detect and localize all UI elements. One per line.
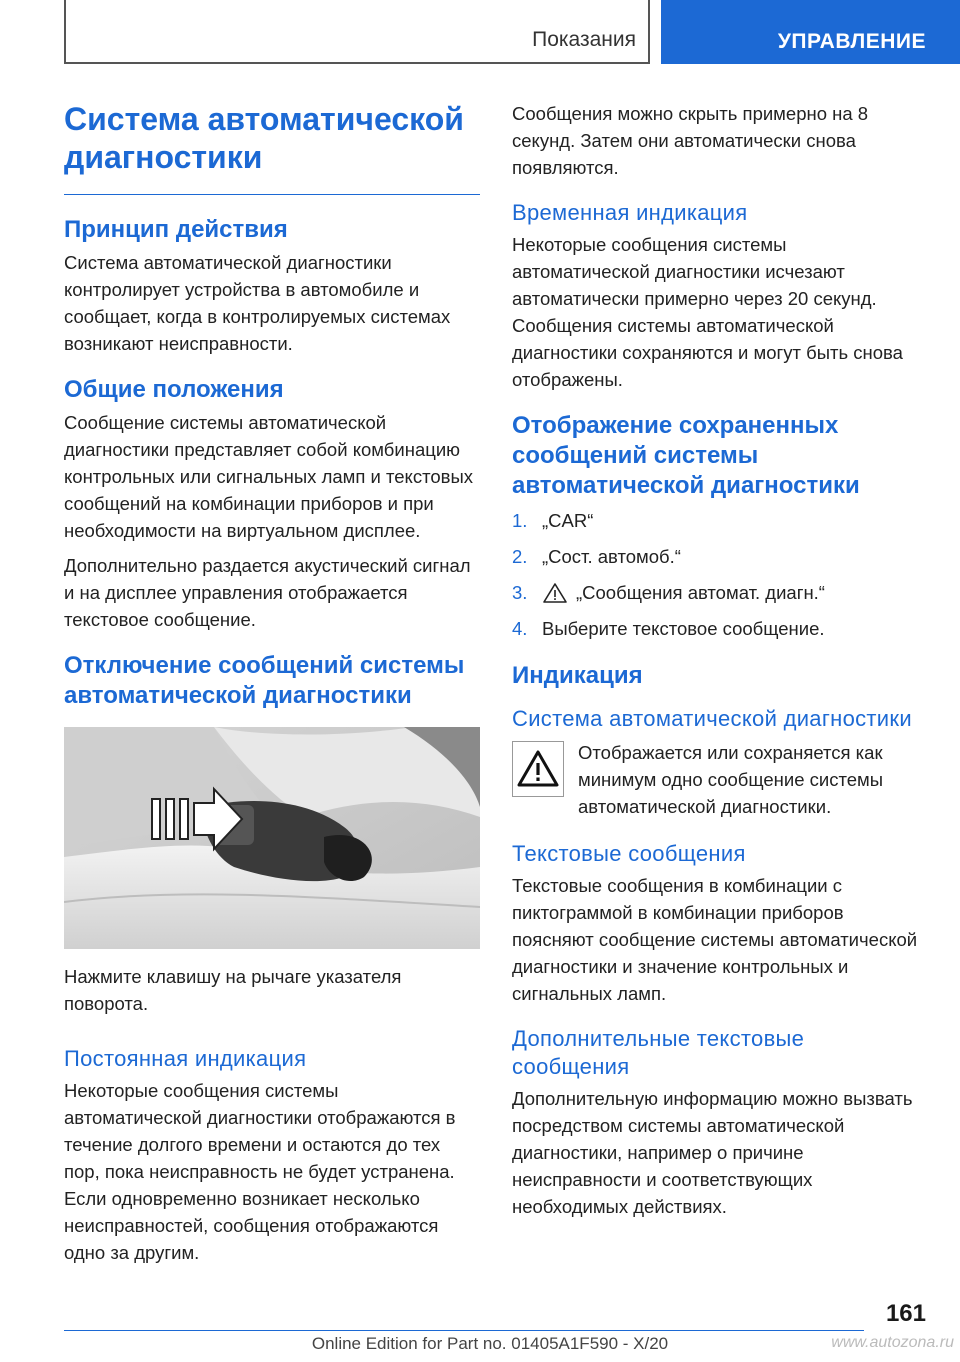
warning-triangle-icon	[512, 741, 564, 797]
turn-signal-lever-illustration	[64, 727, 480, 949]
general-text-1: Сообщение системы автоматической диагностики представляет собой комбинацию контрольных или сигнальных ламп и текстовых сообщений на комбинации приборов и при необходимости на виртуальном дисплее.	[64, 412, 474, 541]
warning-triangle-icon	[542, 582, 572, 604]
additional-heading: Дополнительные текстовые сообщения	[512, 1026, 805, 1079]
step-number: 2.	[512, 546, 528, 567]
permanent-heading: Постоянная индикация	[64, 1046, 307, 1071]
right-column	[512, 100, 928, 1228]
page-title: Система автоматической диагностики	[64, 100, 480, 195]
header-section-box	[64, 0, 650, 64]
system-text: Отображается или сохраняется как минимум одно сообщение системы автоматической диагностики.	[578, 742, 884, 817]
turn-signal-lever-photo	[64, 727, 480, 949]
step-text: „Сообщения автомат. диагн.“	[576, 582, 825, 603]
step-text: „Сост. автомоб.“	[542, 546, 681, 567]
footer-divider	[64, 1330, 864, 1331]
header-chapter-label: УПРАВЛЕНИЕ	[777, 30, 926, 53]
disable-heading: Отключение сообщений системы автоматической диагностики	[64, 652, 465, 709]
principle-text: Система автоматической диагностики контролирует устройства в автомобиле и сообщает, когда в контролируемых системах возникают неисправности.	[64, 252, 451, 354]
general-text-2: Дополнительно раздается акустический сигнал и на дисплее управления отображается текстовое сообщение.	[64, 555, 471, 630]
step-number: 1.	[512, 510, 528, 531]
edition-text: Online Edition for Part no. 01405A1F590 - X/20	[311, 1334, 669, 1353]
general-heading: Общие положения	[64, 376, 284, 403]
step-text: Выберите текстовое сообщение.	[542, 618, 825, 639]
watermark: www.autozona.ru	[831, 1334, 954, 1351]
step-item	[512, 543, 928, 570]
steps-list	[512, 507, 928, 642]
left-column	[64, 100, 480, 1274]
step-number: 3.	[512, 582, 528, 603]
temporary-text: Некоторые сообщения системы автоматической диагностики исчезают автоматически примерно через 20 секунд. Сообщения системы автоматической диагностики сохраняются и могут быть снова отображены.	[512, 234, 903, 390]
principle-heading: Принцип действия	[64, 216, 288, 243]
temporary-heading: Временная индикация	[512, 200, 748, 225]
step-number: 4.	[512, 618, 528, 639]
additional-text: Дополнительную информацию можно вызвать посредством системы автоматической диагностики, например о причине неисправности и соответствующих необходимых действиях.	[512, 1088, 913, 1217]
step-item	[512, 615, 928, 642]
page-number: 161	[885, 1300, 926, 1327]
stored-heading: Отображение сохраненных сообщений системы автоматической диагностики	[512, 412, 860, 499]
header-chapter-tab	[661, 0, 960, 64]
text-messages-text: Текстовые сообщения в комбинации с пиктограммой в комбинации приборов поясняют сообщение системы автоматической диагностики и значение контрольных и сигнальных ламп.	[512, 875, 918, 1004]
step-text: „CAR“	[542, 510, 594, 531]
hide-text: Сообщения можно скрыть примерно на 8 секунд. Затем они автоматически снова появляются.	[512, 103, 869, 178]
indication-row	[512, 739, 928, 820]
step-item	[512, 507, 928, 534]
figure-caption: Нажмите клавишу на рычаге указателя поворота.	[64, 966, 402, 1014]
permanent-text: Некоторые сообщения системы автоматической диагностики отображаются в течение долгого времени и остаются до тех пор, пока неисправность не будет устранена. Если одновременно возникает несколько неисправностей, сообщения отображаются одно за другим.	[64, 1080, 456, 1263]
step-item	[512, 579, 928, 606]
header-section-label: Показания	[532, 28, 636, 51]
system-heading: Система автоматической диагностики	[512, 706, 912, 731]
indication-heading: Индикация	[512, 662, 643, 689]
text-messages-heading: Текстовые сообщения	[512, 841, 746, 866]
